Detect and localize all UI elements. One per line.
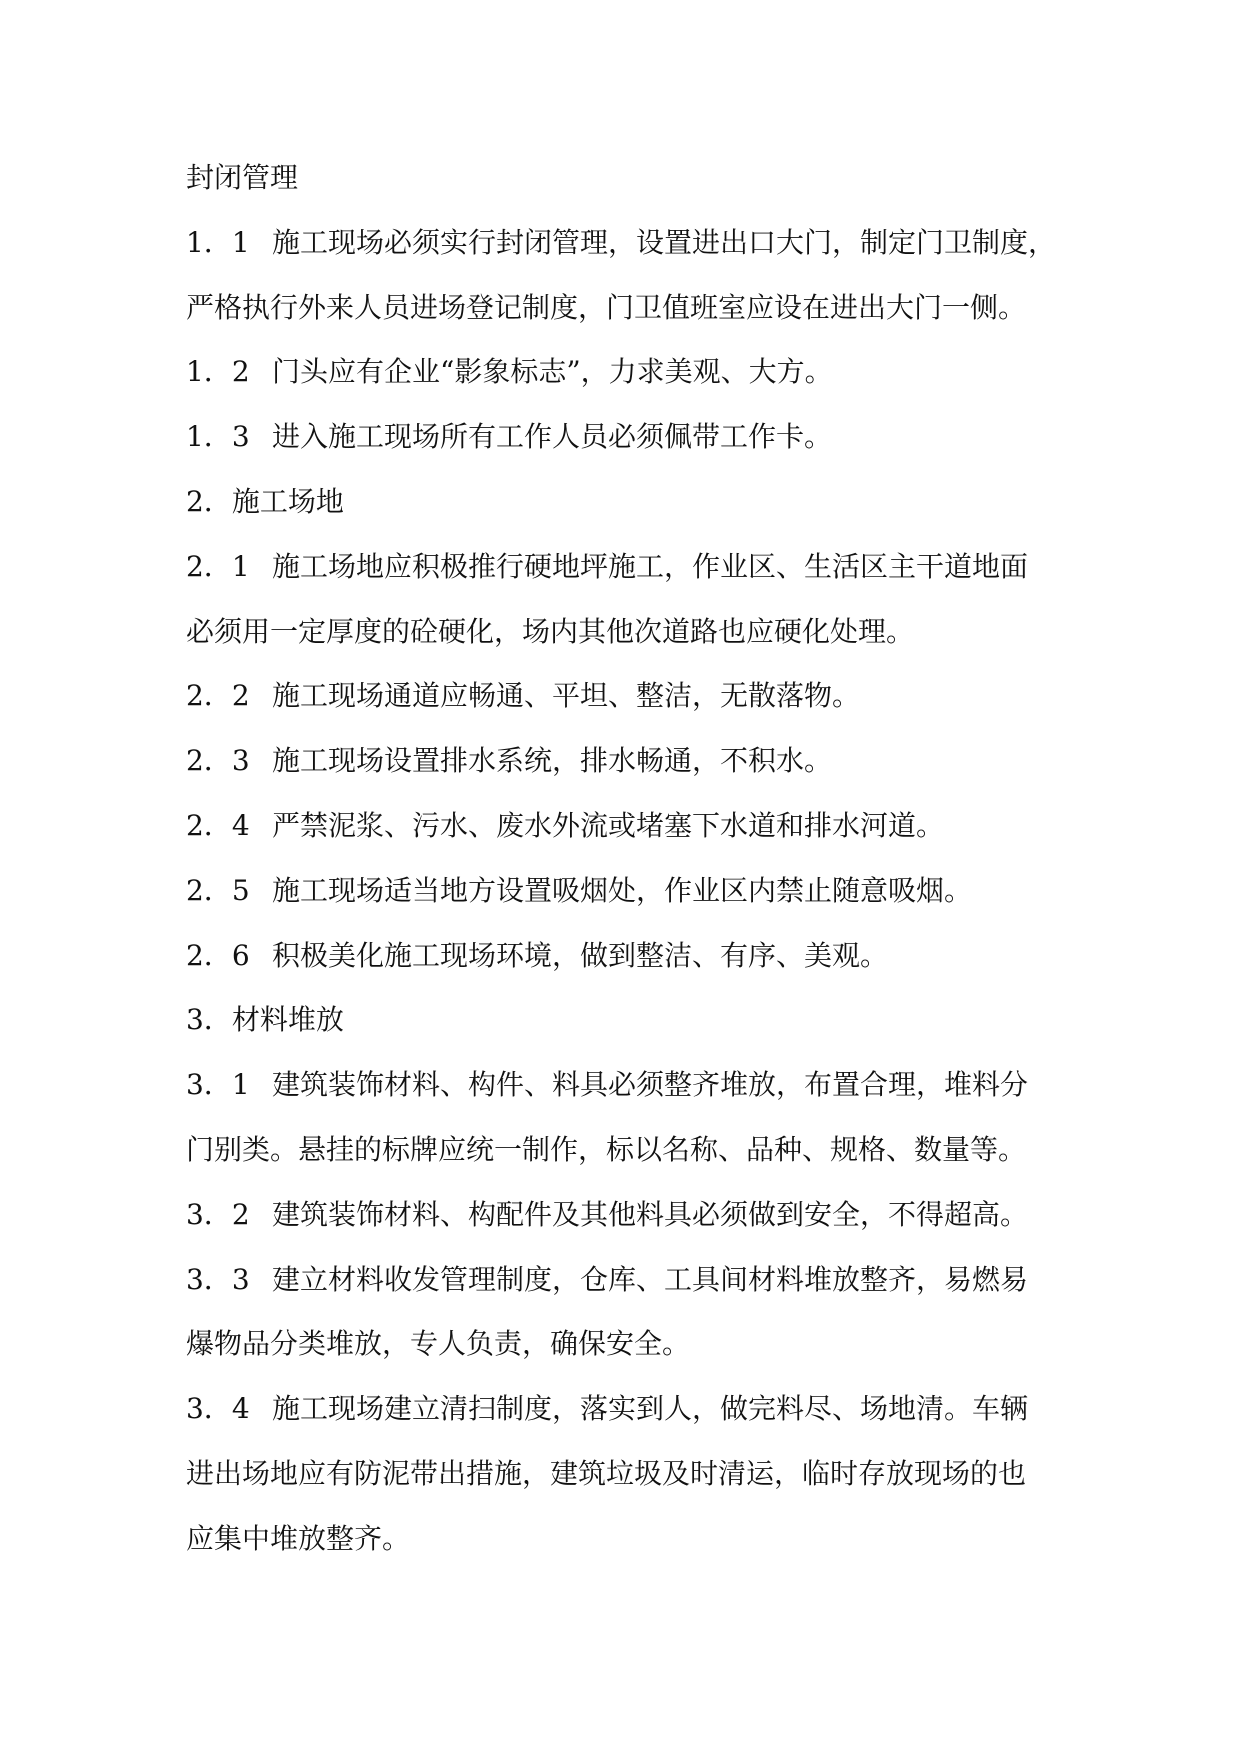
clause-number: 2．4 — [186, 808, 250, 842]
clause-3-4 — [186, 1391, 1066, 1456]
clause-number: 2．5 — [186, 873, 250, 907]
clause-2-1-continuation: 必须用一定厚度的砼硬化，场内其他次道路也应硬化处理。 — [186, 614, 915, 648]
clause-number: 2．3 — [186, 744, 250, 778]
section-3-heading: 3．材料堆放 — [186, 1003, 344, 1037]
clause-text: 施工现场设置排水系统，排水畅通，不积水。 — [272, 744, 833, 778]
clause-text: 建筑装饰材料、构配件及其他料具必须做到安全，不得超高。 — [272, 1197, 1029, 1231]
document-body — [186, 160, 1066, 1586]
clause-1-2 — [186, 354, 1066, 419]
clause-3-2 — [186, 1197, 1066, 1262]
clause-text: 进入施工现场所有工作人员必须佩带工作卡。 — [272, 420, 833, 454]
clause-text: 施工现场通道应畅通、平坦、整洁，无散落物。 — [272, 679, 861, 713]
clause-number: 1．2 — [186, 355, 250, 389]
clause-text: 施工场地应积极推行硬地坪施工，作业区、生活区主干道地面 — [272, 549, 1029, 583]
clause-2-1 — [186, 549, 1066, 614]
clause-text: 积极美化施工现场环境，做到整洁、有序、美观。 — [272, 938, 889, 972]
clause-text: 施工现场适当地方设置吸烟处，作业区内禁止随意吸烟。 — [272, 873, 973, 907]
clause-3-1 — [186, 1067, 1066, 1132]
clause-3-4-continuation: 应集中堆放整齐。 — [186, 1521, 411, 1555]
clause-2-3 — [186, 743, 1066, 808]
clause-number: 2．2 — [186, 679, 250, 713]
clause-2-5 — [186, 873, 1066, 938]
clause-2-4 — [186, 808, 1066, 873]
clause-1-3 — [186, 419, 1066, 484]
clause-3-3 — [186, 1262, 1066, 1327]
clause-1-1-continuation: 严格执行外来人员进场登记制度，门卫值班室应设在进出大门一侧。 — [186, 290, 1027, 324]
clause-number: 3．2 — [186, 1197, 250, 1231]
clause-number: 3．4 — [186, 1392, 250, 1426]
clause-text: 门头应有企业“影象标志”，力求美观、大方。 — [272, 355, 833, 389]
clause-text: 严禁泥浆、污水、废水外流或堵塞下水道和排水河道。 — [272, 808, 945, 842]
clause-3-4-continuation: 进出场地应有防泥带出措施，建筑垃圾及时清运，临时存放现场的也 — [186, 1456, 1027, 1490]
clause-number: 3．3 — [186, 1262, 250, 1296]
clause-text: 施工现场建立清扫制度，落实到人，做完料尽、场地清。车辆 — [272, 1392, 1029, 1426]
clause-1-1 — [186, 225, 1066, 290]
clause-2-2 — [186, 678, 1066, 743]
clause-number: 3．1 — [186, 1068, 250, 1102]
clause-text: 施工现场必须实行封闭管理，设置进出口大门，制定门卫制度， — [272, 225, 1057, 259]
clause-text: 建立材料收发管理制度，仓库、工具间材料堆放整齐，易燃易 — [272, 1262, 1029, 1296]
clause-number: 1．3 — [186, 420, 250, 454]
clause-2-6 — [186, 938, 1066, 1003]
clause-number: 2．6 — [186, 938, 250, 972]
clause-3-1-continuation: 门别类。悬挂的标牌应统一制作，标以名称、品种、规格、数量等。 — [186, 1132, 1027, 1166]
clause-number: 2．1 — [186, 549, 250, 583]
clause-number: 1．1 — [186, 225, 250, 259]
section-title: 封闭管理 — [186, 161, 299, 194]
clause-text: 建筑装饰材料、构件、料具必须整齐堆放，布置合理，堆料分 — [272, 1068, 1029, 1102]
section-2-heading: 2．施工场地 — [186, 484, 344, 518]
clause-3-3-continuation: 爆物品分类堆放，专人负责，确保安全。 — [186, 1327, 691, 1361]
